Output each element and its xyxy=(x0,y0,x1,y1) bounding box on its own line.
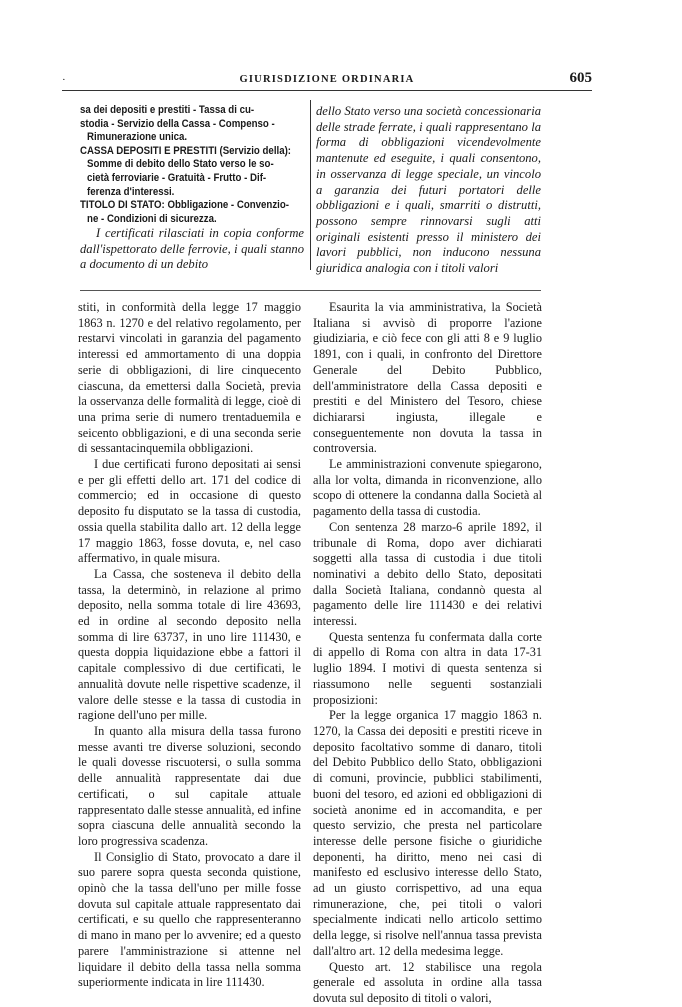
body-paragraph: I due certificati furono depositati ai sensi e per gli effetti dello art. 171 del codice di commercio; ed in occasione di questo deposito fu disputato se la tassa di custodia, ossia quella stabilita dallo art. 12 della legge 17 maggio 1863, fosse dovuta, e, nel caso affermativo, in quale misura. xyxy=(78,457,301,566)
headnote-maxim-start: I certificati rilasciati in copia conforme dall'ispettorato delle ferrovie, i quali stanno a documento di un debito xyxy=(80,226,304,272)
body-paragraph: Questo art. 12 stabilisce una regola generale ed assoluta in ordine alla tassa dovuta sul deposito di titoli o valori, xyxy=(313,959,542,1005)
running-title: GIURISDIZIONE ORDINARIA xyxy=(239,74,415,85)
body-paragraph: In quanto alla misura della tassa furono messe avanti tre diverse soluzioni, secondo le quali dovesse riscuotersi, o sulla somma delle annualità rappresentate dai due certificati, o sul capitale attuale rappresentato dalle stesse annualità, ed infine sopra ciascuna delle annualità secondo la loro progressiva scadenza. xyxy=(78,723,301,848)
headnote-column xyxy=(316,104,541,277)
body-paragraph: Questa sentenza fu confermata dalla corte di appello di Roma con altra in data 17-31 luglio 1894. I motivi di questa sentenza si riassumono nelle seguenti sostanziali proposizioni: xyxy=(313,629,542,707)
body-right-column xyxy=(313,300,542,1007)
section-rule xyxy=(80,290,541,291)
headnote-maxim-continued: dello Stato verso una società concessionaria delle strade ferrate, i quali rappresentano la forma di obbligazioni vicendevolmente mantenute ed eseguite, i quali consentono, in osservanza di legge speciale, un vincolo a garanzia dei futuri portatori delle obbligazioni e i quali, smarriti o distrutti, possono sempre rinnovarsi sugli atti originali esistenti presso il ministero dei lavori pubblici, non inducono nessuna giuridica analogia con i titoli valori xyxy=(316,104,541,276)
index-line: ne - Condizioni di sicurezza. xyxy=(87,212,217,225)
running-header xyxy=(62,70,592,91)
index-line: ferenza d'interessi. xyxy=(87,185,175,198)
body-paragraph: Con sentenza 28 marzo-6 aprile 1892, il tribunale di Roma, dopo aver dichiarati soggetti alla tassa di custodia i due titoli nominativi a debito dello Stato, depositati dalla Società Italiana, condannò questa al pagamento delle lire 111430 e dei relativi interessi. xyxy=(313,519,542,629)
subject-index xyxy=(80,104,304,226)
index-line: TITOLO DI STATO: Obbligazione - Convenzio- xyxy=(80,199,290,212)
index-column xyxy=(80,104,304,273)
header-dot: · xyxy=(62,74,66,86)
index-line: stodia - Servizio della Cassa - Compenso - xyxy=(80,117,275,130)
index-line: sa dei depositi e prestiti - Tassa di cu- xyxy=(80,104,255,116)
index-line: CASSA DEPOSITI E PRESTITI (Servizio della): xyxy=(80,144,292,157)
page-number: 605 xyxy=(569,70,592,86)
column-divider xyxy=(310,100,311,270)
body-paragraph: Il Consiglio di Stato, provocato a dare il suo parere sopra questa seconda quistione, opinò che la tassa dell'uno per mille fosse dovuta sul capitale attuale rappresentato dai certificati, e su quello che rappresenteranno di mano in mano per lo avvenire; ed a questo parere l'amministrazione si attenne nel liquidare il debito della tassa nella somma superiormente indicata in lire 111430. xyxy=(78,849,301,990)
index-line: cietà ferroviarie - Gratuità - Frutto - Dif- xyxy=(87,171,267,184)
index-line: Rimunerazione unica. xyxy=(87,131,188,144)
body-left-column xyxy=(78,300,301,991)
body-paragraph: Esaurita la via amministrativa, la Società Italiana si avvisò di proporre l'azione giudiziaria, e ciò fece con gli atti 8 e 9 luglio 1891, con i quali, in confronto del Direttore Generale del Debito Pubblico, dell'amministratore della Cassa depositi e prestiti e del Ministero del Tesoro, chiese dichiararsi ingiusta, illegale e conseguentemente non dovuta la tassa in controversia. xyxy=(313,300,542,456)
body-paragraph: La Cassa, che sosteneva il debito della tassa, la determinò, in relazione al primo deposito, nella somma totale di lire 43693, ed in ordine al secondo deposito nella somma di lire 63737, in uno lire 111430, e questa doppia liquidazione ebbe a fattori il capitale complessivo di due certificati, le annualità dovute nelle rispettive scadenze, il valore delle stesse e la tassa di custodia in ragione dell'uno per mille. xyxy=(78,566,301,723)
index-line: Somme di debito dello Stato verso le so- xyxy=(87,158,274,171)
body-paragraph: Per la legge organica 17 maggio 1863 n. 1270, la Cassa dei depositi e prestiti riceve in deposito facoltativo somme di danaro, titoli del Debito Pubblico dello Stato, obbligazioni di comuni, provincie, pubblici stabilimenti, buoni del tesoro, ed azioni ed obbligazioni di società anonime ed in accomandita, e per questo servizio, che presta nel particolare interesse delle persone fisiche o giuridiche deponenti, ha diritto, meno nei casi di manifesto ed esclusivo interesse dello Stato, ad un giusto corrispettivo, ad una equa rimunerazione, che, pei titoli o valori specialmente indicati nello articolo settimo della legge, si risolve nell'annua tassa prevista dall'altro art. 12 della medesima legge. xyxy=(313,708,542,958)
body-paragraph: Le amministrazioni convenute spiegarono, alla lor volta, dimanda in riconvenzione, allo scopo di ottenere la condanna dalla Società al pagamento della tassa di custodia. xyxy=(313,457,542,519)
body-paragraph: stiti, in conformità della legge 17 maggio 1863 n. 1270 e del relativo regolamento, per restarvi vincolati in garanzia del pagamento interessi ed ammortamento di una doppia serie di obbligazioni, di lire cinquecento ciascuna, da emettersi dalla Società, previa la osservanza delle formalità di legge, cioè di una prima serie di numero trentaduemila e seicento obbligazioni, e di una seconda serie di sessantacinquemila obbligazioni. xyxy=(78,300,301,456)
